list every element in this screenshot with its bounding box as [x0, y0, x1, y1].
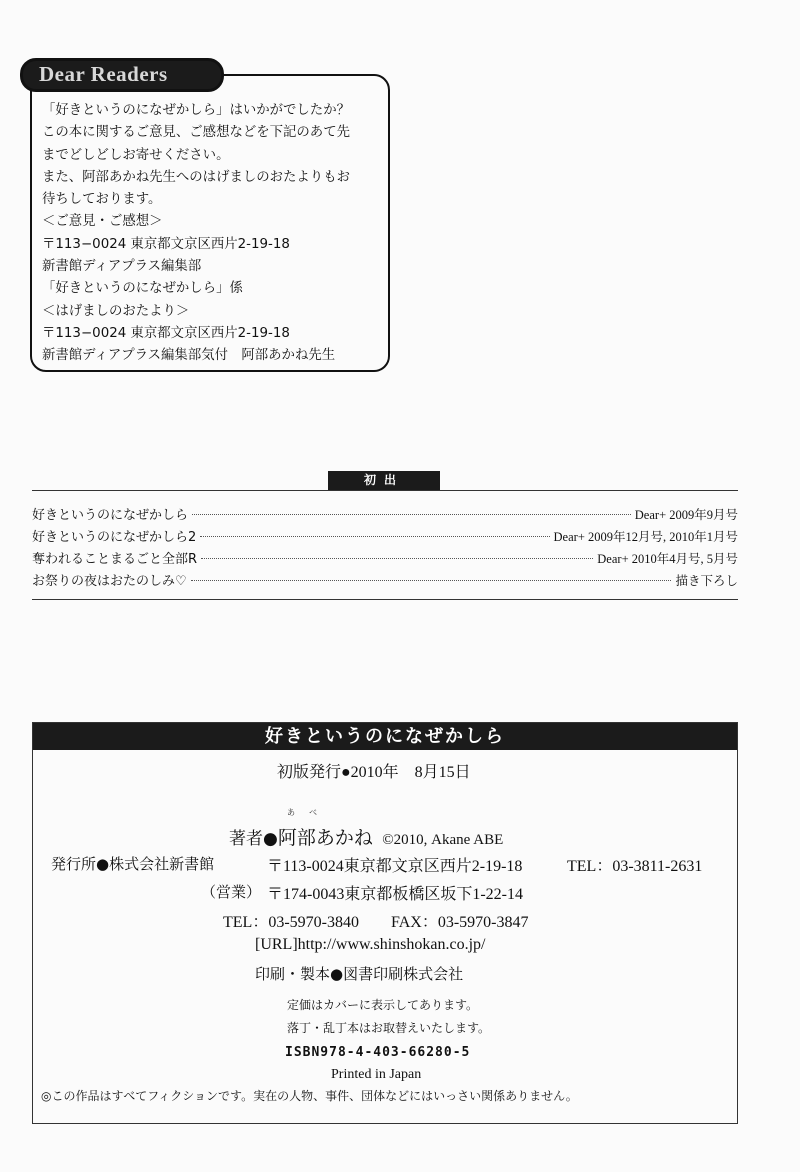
leader-dots	[191, 580, 672, 581]
publisher-tel: TEL：03-3811-2631	[567, 858, 703, 875]
readers-line: 新書館ディアプラス編集部気付 阿部あかね先生	[42, 348, 336, 364]
first-pub-title: 奪われることまるごと全部R	[32, 552, 198, 567]
copyright: ©2010, Akane ABE	[382, 832, 504, 848]
leader-dots	[201, 558, 593, 559]
first-pub-source: Dear+ 2009年9月号	[634, 508, 738, 522]
colophon-title: 好きというのになぜかしら	[33, 723, 737, 750]
price-note: 定価はカバーに表示してあります。	[287, 998, 479, 1012]
author-ruby: べ	[309, 808, 317, 817]
readers-line: までどしどしお寄せください。	[42, 147, 230, 163]
sales-fax: FAX：03-5970-3847	[391, 914, 529, 931]
printed-in: Printed in Japan	[331, 1067, 422, 1082]
publisher-url: [URL]http://www.shinshokan.co.jp/	[255, 936, 486, 953]
first-pub-entry	[32, 548, 738, 570]
first-pub-entry	[32, 526, 738, 548]
first-pub-title: お祭りの夜はおたのしみ♡	[32, 574, 187, 589]
isbn: ISBN978-4-403-66280-5	[285, 1045, 471, 1060]
colophon-box	[32, 722, 738, 1124]
first-pub-entry	[32, 504, 738, 526]
author-label: 著者●	[229, 829, 278, 849]
readers-line: この本に関するご意見、ご感想などを下記のあて先	[42, 125, 350, 141]
author-name: 阿部あかね	[277, 827, 373, 849]
first-pub-list	[32, 504, 738, 592]
first-pub-top-rule	[32, 490, 738, 491]
readers-line: 〒113−0024 東京都文京区西片2-19-18	[42, 236, 290, 252]
readers-line: ＜ご意見・ご感想＞	[42, 214, 163, 230]
first-pub-source: 描き下ろし	[675, 574, 738, 588]
first-pub-title: 好きというのになぜかしら	[32, 508, 189, 523]
author-ruby: あ	[287, 808, 295, 817]
readers-line: ＜はげましのおたより＞	[42, 303, 190, 319]
dear-readers-text	[42, 100, 387, 368]
first-edition-date: 初版発行●2010年 8月15日	[277, 764, 471, 781]
dear-readers-tab	[20, 58, 224, 92]
readers-line: 「好きというのになぜかしら」はいかがでしたか？	[42, 103, 350, 118]
readers-line: また、阿部あかね先生へのはげましのおたよりもお	[42, 169, 350, 185]
readers-line: 待ちしております。	[42, 192, 162, 208]
readers-line: 〒113−0024 東京都文京区西片2-19-18	[42, 325, 290, 341]
first-pub-header: 初出	[328, 471, 440, 490]
first-pub-title: 好きというのになぜかしら2	[32, 530, 197, 545]
printer: 印刷・製本●図書印刷株式会社	[255, 965, 464, 983]
readers-line: 「好きというのになぜかしら」係	[42, 281, 243, 297]
leader-dots	[200, 536, 549, 537]
defect-note: 落丁・乱丁本はお取替えいたします。	[287, 1021, 491, 1035]
sales-label: （営業）	[201, 883, 262, 901]
author-line	[229, 823, 503, 850]
readers-line: 新書館ディアプラス編集部	[42, 259, 202, 275]
sales-address: 〒174-0043東京都板橋区坂下1-22-14	[267, 886, 523, 903]
fiction-note: ◎この作品はすべてフィクションです。実在の人物、事件、団体などにはいっさい関係ありません。	[41, 1089, 578, 1103]
first-pub-source: Dear+ 2010年4月号, 5月号	[597, 552, 738, 566]
publisher-label: 発行所●株式会社新書館	[51, 855, 215, 873]
sales-tel: TEL：03-5970-3840	[223, 914, 359, 931]
first-pub-bottom-rule	[32, 599, 738, 600]
publisher-address: 〒113-0024東京都文京区西片2-19-18	[267, 858, 523, 875]
first-pub-entry	[32, 570, 738, 592]
leader-dots	[192, 514, 631, 515]
first-pub-source: Dear+ 2009年12月号, 2010年1月号	[553, 530, 738, 544]
dear-readers-title: Dear Readers	[39, 62, 168, 86]
